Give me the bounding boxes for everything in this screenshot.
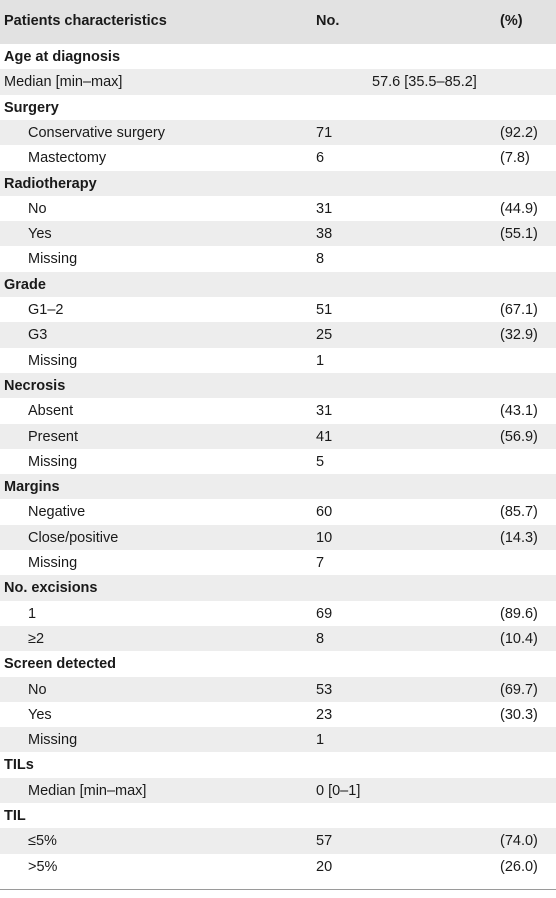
row-label: Missing	[28, 732, 78, 749]
row-count: 1	[316, 732, 325, 749]
section-row	[0, 752, 556, 777]
header-characteristics: Patients characteristics	[4, 13, 167, 29]
row-label: Missing	[28, 352, 78, 369]
table-row	[0, 348, 556, 373]
row-percent: (67.1)	[500, 302, 538, 318]
row-label: Negative	[28, 504, 86, 521]
section-label: Age at diagnosis	[4, 49, 121, 65]
table-row	[0, 525, 556, 550]
row-count: 5	[316, 453, 325, 470]
row-count: 57	[316, 833, 333, 850]
row-count: 0 [0–1]	[316, 782, 361, 799]
row-label: No	[28, 681, 47, 698]
median-value: 57.6 [35.5–85.2]	[372, 74, 477, 91]
section-label: Surgery	[4, 99, 59, 116]
header-percent: (%)	[500, 13, 523, 29]
row-percent: (74.0)	[500, 833, 538, 850]
section-row	[0, 575, 556, 600]
table-row	[0, 677, 556, 702]
table-row	[0, 297, 556, 322]
table-row	[0, 145, 556, 170]
row-percent: (43.1)	[500, 403, 538, 420]
row-count: 38	[316, 226, 333, 243]
row-count: 31	[316, 200, 333, 217]
section-row	[0, 44, 556, 69]
row-count: 7	[316, 555, 325, 571]
row-label: G1–2	[28, 302, 64, 318]
section-row	[0, 171, 556, 196]
row-count: 10	[316, 529, 333, 546]
table-row	[0, 828, 556, 853]
row-label: >5%	[28, 858, 58, 875]
row-label: Absent	[28, 403, 74, 420]
row-label: Median [min–max]	[28, 782, 147, 799]
table-row	[0, 702, 556, 727]
row-percent: (56.9)	[500, 428, 538, 445]
row-label: 1	[28, 605, 37, 622]
table-row	[0, 221, 556, 246]
row-label: Yes	[28, 706, 52, 723]
row-percent: (26.0)	[500, 858, 538, 875]
row-count: 23	[316, 706, 333, 723]
row-count: 53	[316, 681, 333, 698]
row-count: 69	[316, 605, 333, 622]
row-percent: (92.2)	[500, 124, 538, 141]
table-row	[0, 69, 556, 94]
section-label: TILs	[4, 757, 34, 774]
row-percent: (30.3)	[500, 706, 538, 723]
row-count: 6	[316, 150, 325, 167]
row-percent: (69.7)	[500, 681, 538, 698]
table-row	[0, 854, 556, 879]
section-row	[0, 272, 556, 297]
row-label: Close/positive	[28, 529, 119, 546]
row-count: 8	[316, 630, 325, 647]
table-row	[0, 322, 556, 347]
table-row	[0, 778, 556, 803]
row-percent: (89.6)	[500, 605, 538, 622]
table-header-row	[0, 0, 556, 44]
header-count: No.	[316, 13, 340, 29]
row-label: ≤5%	[28, 833, 57, 850]
row-count: 25	[316, 327, 333, 344]
section-label: Necrosis	[4, 377, 66, 394]
table-row	[0, 626, 556, 651]
row-percent: (55.1)	[500, 226, 538, 243]
row-percent: (7.8)	[500, 150, 530, 167]
row-percent: (32.9)	[500, 327, 538, 344]
row-count: 71	[316, 124, 333, 141]
row-count: 31	[316, 403, 333, 420]
section-row	[0, 651, 556, 676]
row-count: 51	[316, 302, 333, 318]
row-count: 20	[316, 858, 333, 875]
section-row	[0, 95, 556, 120]
row-label: ≥2	[28, 630, 45, 647]
table-bottom-rule	[0, 889, 556, 890]
row-label: No	[28, 200, 47, 217]
section-row	[0, 373, 556, 398]
row-label: Median [min–max]	[4, 74, 123, 91]
row-label: Conservative surgery	[28, 124, 165, 141]
row-percent: (44.9)	[500, 200, 538, 217]
row-percent: (10.4)	[500, 630, 538, 647]
row-count: 1	[316, 352, 325, 369]
table-row	[0, 601, 556, 626]
table-row	[0, 196, 556, 221]
table-row	[0, 727, 556, 752]
row-count: 60	[316, 504, 333, 521]
section-label: Screen detected	[4, 656, 117, 673]
row-percent: (14.3)	[500, 529, 538, 546]
table-row	[0, 499, 556, 524]
row-percent: (85.7)	[500, 504, 538, 521]
row-count: 8	[316, 251, 325, 268]
section-label: TIL	[4, 808, 26, 824]
row-label: Missing	[28, 251, 78, 268]
table-row	[0, 398, 556, 423]
section-label: Grade	[4, 276, 46, 293]
row-label: Yes	[28, 226, 52, 243]
row-label: Present	[28, 428, 78, 445]
row-label: Mastectomy	[28, 150, 107, 167]
section-label: Margins	[4, 479, 60, 496]
section-row	[0, 803, 556, 828]
table-row	[0, 449, 556, 474]
section-row	[0, 474, 556, 499]
row-label: Missing	[28, 555, 78, 571]
section-label: No. excisions	[4, 580, 98, 597]
table-row	[0, 120, 556, 145]
row-label: Missing	[28, 453, 78, 470]
table-row	[0, 246, 556, 271]
row-count: 41	[316, 428, 333, 445]
table-row	[0, 550, 556, 575]
row-label: G3	[28, 327, 48, 344]
section-label: Radiotherapy	[4, 175, 97, 192]
table-row	[0, 424, 556, 449]
